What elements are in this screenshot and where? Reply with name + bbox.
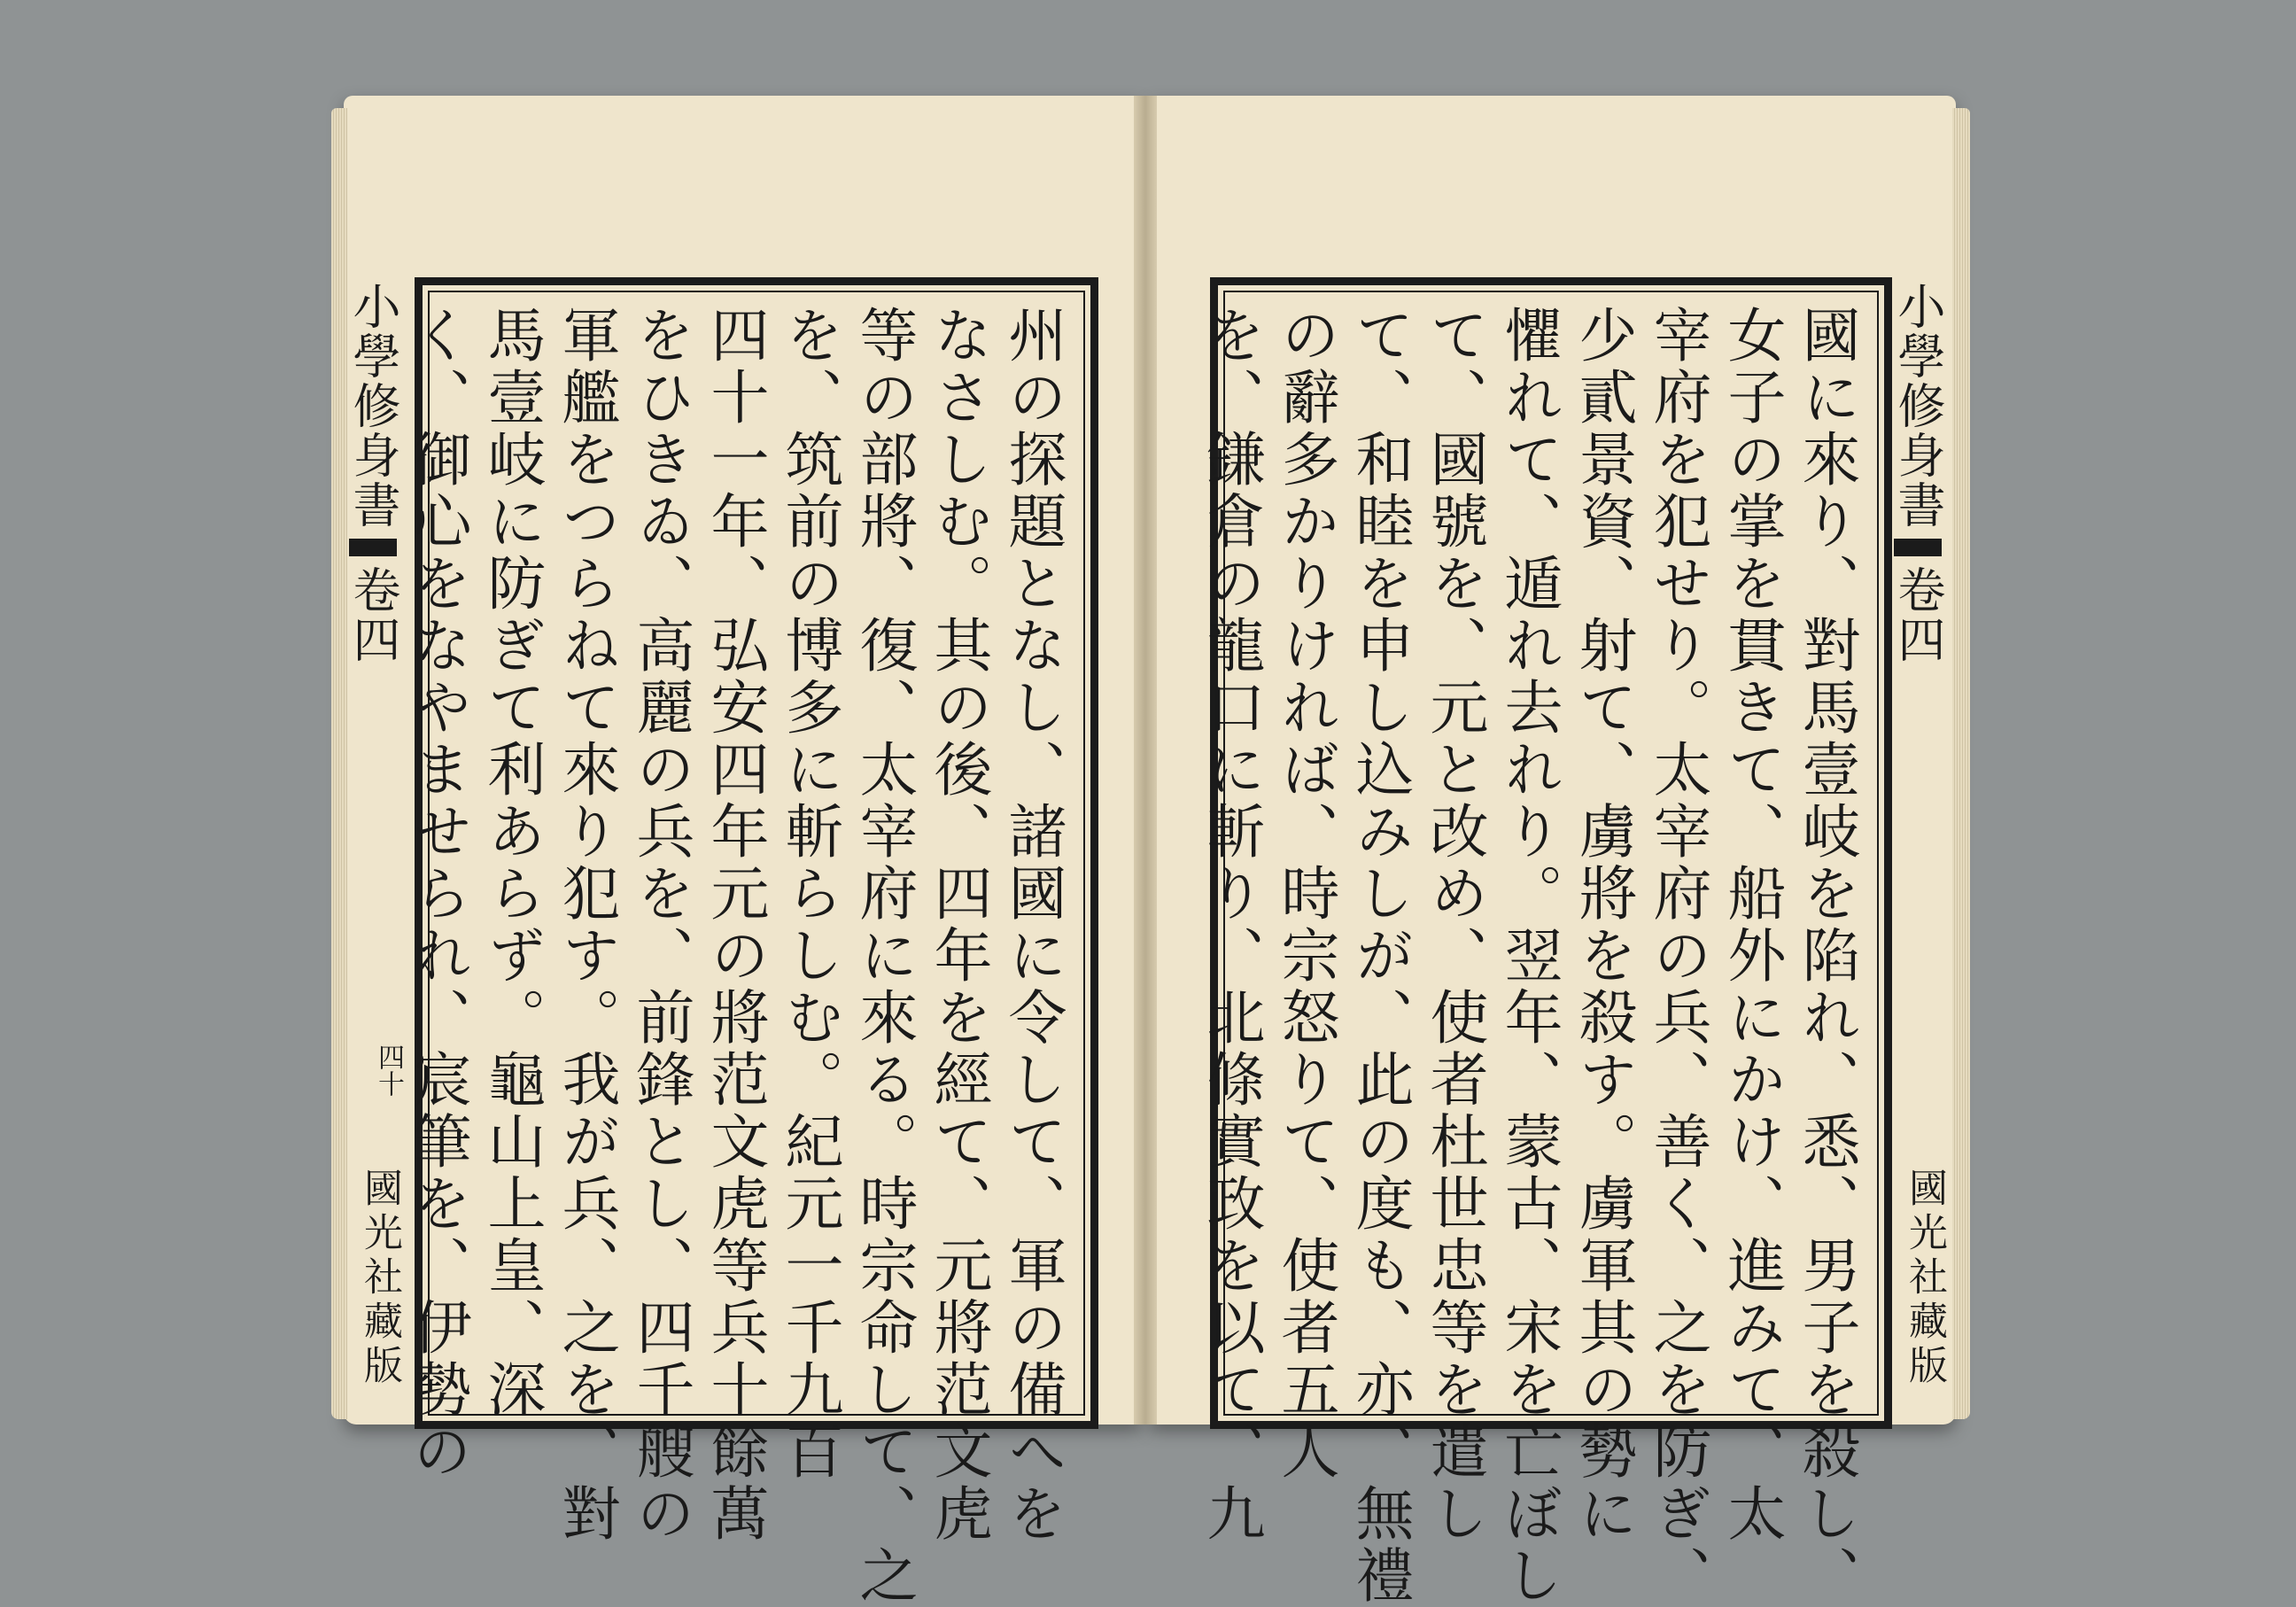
text-line: なさしむ。其の後、四年を經て、元將范文虎 [924, 305, 992, 1545]
text-line: て、和睦を申し込みしが、此の度も、亦、無禮 [1346, 305, 1414, 1607]
volume-label: 卷四 [1890, 565, 1946, 664]
text-line: 國に來り、對馬壹岐を陷れ、悉、男子を殺し、 [1792, 305, 1860, 1607]
text-line: く、御心をなやませられ、宸筆を、伊勢の [403, 305, 471, 1483]
text-line: 女子の掌を貫きて、船外にかけ、進みて、太 [1718, 305, 1786, 1545]
text-line: を、筑前の博多に斬らしむ。紀元一千九百 [775, 305, 843, 1483]
running-head: 小學修身書 [1890, 282, 1946, 530]
text-line: 州の探題となし、諸國に令して、軍の備へを [998, 305, 1067, 1545]
text-line: の辭多かりければ、時宗怒りて、使者五人 [1271, 305, 1339, 1483]
left-margin [345, 282, 407, 1407]
body-text [1197, 305, 1863, 1607]
text-line: を、鎌倉の龍口に斬り、北條實政を以て、九 [1197, 305, 1265, 1545]
text-frame [1197, 277, 1892, 1607]
page-edges-right [1952, 108, 1970, 1419]
fishtail-mark [349, 539, 397, 556]
text-line: て、國號を、元と改め、使者杜世忠等を遣し [1420, 305, 1488, 1545]
left-page [344, 96, 1141, 1607]
publisher-mark: 國光社藏版 [1902, 1168, 1947, 1389]
folio-number: 四十 [373, 1044, 404, 1097]
text-line: 等の部將、復、太宰府に來る。時宗命して、之 [849, 305, 918, 1607]
text-frame [403, 277, 1098, 1607]
open-book [344, 96, 1956, 1607]
book-gutter [1134, 96, 1157, 1425]
text-line: 宰府を犯せり。太宰府の兵、善く、之を防ぎ、 [1643, 305, 1711, 1607]
text-line: をひきゐ、高麗の兵を、前鋒とし、四千艘の [626, 305, 694, 1545]
right-margin [1890, 282, 1952, 1407]
text-line: 馬壹岐に防ぎて利あらず。龜山上皇、深 [477, 305, 546, 1421]
text-line: 四十一年、弘安四年元の將范文虎等兵十餘萬 [701, 305, 769, 1545]
text-line: 少貳景資、射て、虜將を殺す。虜軍其の勢に [1569, 305, 1637, 1545]
fishtail-mark [1894, 539, 1942, 556]
volume-label: 卷四 [345, 565, 401, 664]
body-text [403, 305, 1069, 1607]
right-page [1150, 96, 1956, 1607]
publisher-mark: 國光社藏版 [357, 1168, 402, 1389]
text-line: 懼れて、遁れ去れり。翌年、蒙古、宋を亡ぼし [1494, 305, 1563, 1607]
text-line: 軍艦をつらねて來り犯す。我が兵、之を、對 [552, 305, 620, 1545]
running-head: 小學修身書 [345, 282, 401, 530]
